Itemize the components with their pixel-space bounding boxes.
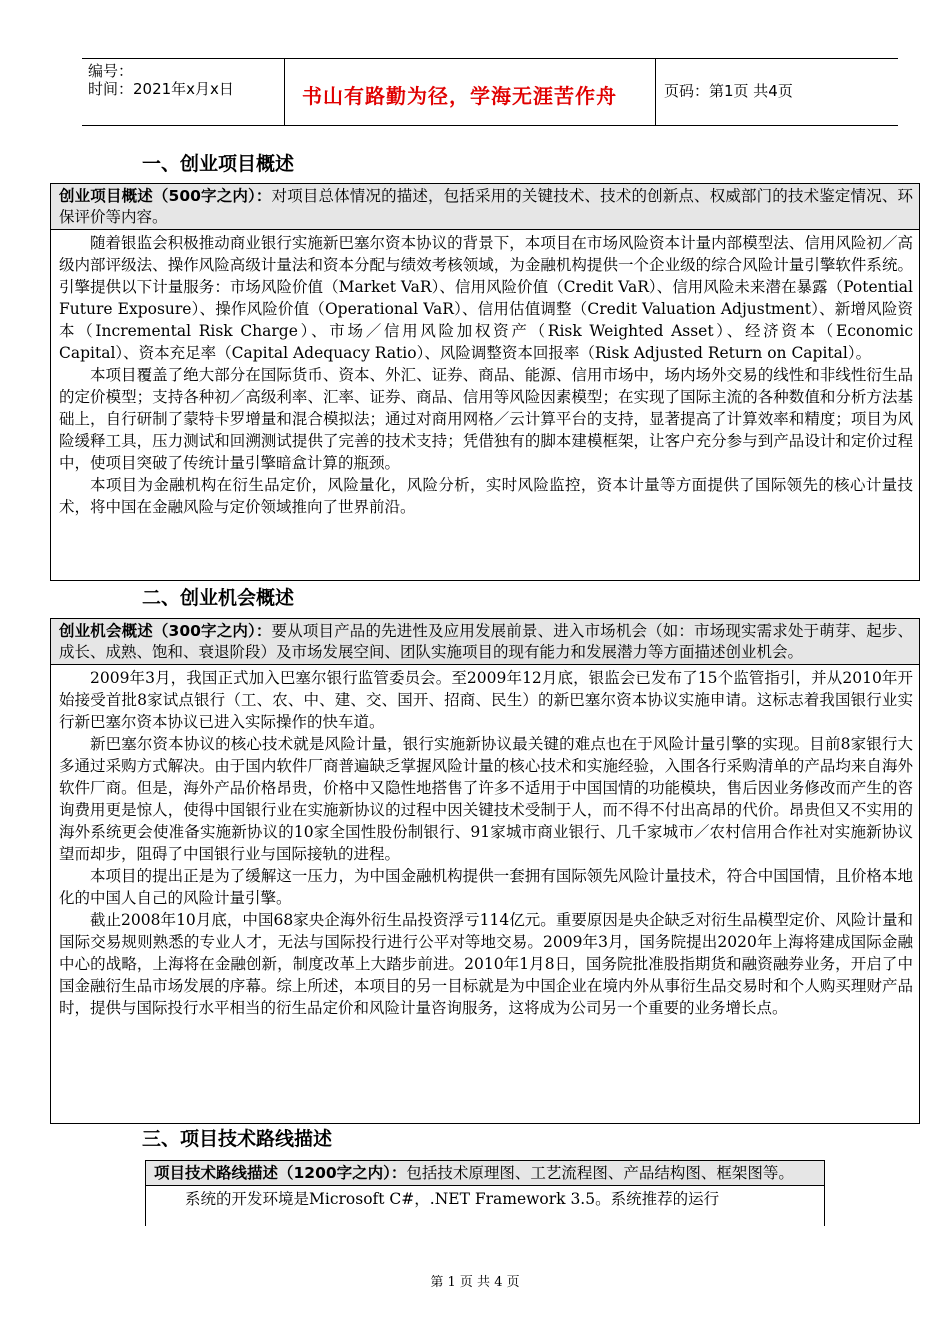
section-2-paragraph: 截止2008年10月底，中国68家央企海外衍生品投资浮亏114亿元。重要原因是央企缺乏对衍生品模型定价、风险计量和国际交易规则熟悉的专业人才，无法与国际投行进行公平对等地交易。2009年3月，国务院提出2020年上海将建成国际金融中心的战略，上海将在金融创新，制度改革上大踏步前进。2010年1月8日，国务院批准股指期货和融资融券业务，开启了中国金融衍生品市场发展的序幕。综上所述，本项目的另一目标就是为中国企业在境内外从事衍生品交易时和个人购买理财产品时，提供与国际投行水平相当的衍生品定价和风险计量咨询服务，这将成为公司另一个重要的业务增长点。 [59,911,913,1017]
section-1-box [50,183,920,581]
document-number-label: 编号： [88,62,134,80]
section-3-box [145,1160,825,1226]
section-1-paragraph: 本项目覆盖了绝大部分在国际货币、资本、外汇、证券、商品、能源、信用市场中，场内场外交易的线性和非线性衍生品的定价模型；支持各种初／高级利率、汇率、证券、商品、信用等风险因素模型；在实现了国际主流的各种数值和分析方法基础上，自行研制了蒙特卡罗增量和混合模拟法；通过对商用网格／云计算平台的支持，显著提高了计算效率和精度；项目为风险缓释工具，压力测试和回溯测试提供了完善的技术支持；凭借独有的脚本建模框架，让客户充分参与到产品设计和定价过程中，使项目突破了传统计量引擎暗盒计算的瓶颈。 [59,366,913,472]
section-2-lead-title: 创业机会概述（300字之内）： [59,622,272,640]
section-3-lead-text: 包括技术原理图、工艺流程图、产品结构图、框架图等。 [406,1164,794,1182]
document-date-label: 时间：2021年x月x日 [88,80,234,98]
section-2-paragraph: 新巴塞尔资本协议的核心技术就是风险计量，银行实施新协议最关键的难点也在于风险计量引擎的实现。目前8家银行大多通过采购方式解决。由于国内软件厂商普遍缺乏掌握风险计量的核心技术和实施经验，入围各行采购清单的产品均来自海外软件厂商。但是，海外产品价格昂贵，价格中又隐性地搭售了许多不适用于中国国情的功能模块，售后因业务修改而产生的咨询费用更是惊人，使得中国银行业在实施新协议的过程中因关键技术受制于人，而不得不付出高昂的代价。昂贵但又不实用的海外系统更会使准备实施新协议的10家全国性股份制银行、91家城市商业银行、几千家城市／农村信用合作社对实施新协议望而却步，阻碍了中国银行业与国际接轨的进程。 [59,735,913,863]
header-motto: 书山有路勤为径，学海无涯苦作舟 [302,84,617,108]
header-top-rule [82,58,898,59]
section-2-lead-text: 要从项目产品的先进性及应用发展前景、进入市场机会（如：市场现实需求处于萌芽、起步、成长、成熟、饱和、衰退阶段）及市场发展空间、团队实施项目的现有能力和发展潜力等方面描述创业机会。 [59,622,913,661]
section-3-body [146,1186,824,1210]
section-3-heading: 三、项目技术路线描述 [142,1128,333,1150]
section-1-body [51,230,919,518]
section-3-lead-title: 项目技术路线描述（1200字之内）： [154,1164,407,1182]
page-indicator: 页码：第1页 共4页 [664,82,793,100]
page-footer: 第 1 页 共 4 页 [430,1275,520,1290]
section-1-lead [51,184,919,230]
header-divider-right [655,58,656,125]
section-1-lead-text: 对项目总体情况的描述，包括采用的关键技术、技术的创新点、权威部门的技术鉴定情况、环保评价等内容。 [59,187,913,226]
section-2-paragraph: 2009年3月，我国正式加入巴塞尔银行监管委员会。至2009年12月底，银监会已发布了15个监管指引，并从2010年开始接受首批8家试点银行（工、农、中、建、交、国开、招商、民生）的新巴塞尔资本协议实施申请。这标志着我国银行业实行新巴塞尔资本协议已进入实际操作的快车道。 [59,669,913,731]
section-1-paragraph: 本项目为金融机构在衍生品定价，风险量化，风险分析，实时风险监控，资本计量等方面提供了国际领先的核心计量技术，将中国在金融风险与定价领域推向了世界前沿。 [59,476,913,516]
section-1-heading: 一、创业项目概述 [142,153,295,175]
section-1-lead-title: 创业项目概述（500字之内）： [59,187,272,205]
section-2-box [50,618,920,1124]
section-3-lead [146,1161,824,1186]
section-2-heading: 二、创业机会概述 [142,587,295,609]
section-2-paragraph: 本项目的提出正是为了缓解这一压力，为中国金融机构提供一套拥有国际领先风险计量技术，符合中国国情，且价格本地化的中国人自己的风险计量引擎。 [59,867,913,907]
section-3-paragraph: 系统的开发环境是Microsoft C#，.NET Framework 3.5。系统推荐的运行 [185,1190,720,1208]
section-2-body [51,665,919,1019]
section-2-lead [51,619,919,665]
section-1-paragraph: 随着银监会积极推动商业银行实施新巴塞尔资本协议的背景下，本项目在市场风险资本计量内部模型法、信用风险初／高级内部评级法、操作风险高级计量法和资本分配与绩效考核领域，为金融机构提供一个企业级的综合风险计量引擎软件系统。引擎提供以下计量服务：市场风险价值（Market VaR）、信用风险价值（Credit VaR）、信用风险未来潜在暴露（Potential Future Exposure）、操作风险价值（Operational VaR）、信用估值调整（Credit Valuation Adjustment）、新增风险资本（Incremental Risk Charge）、市场／信用风险加权资产（Risk Weighted Asset）、经济资本（Economic Capital）、资本充足率（Capital Adequacy Ratio）、风险调整资本回报率（Risk Adjusted Return on Capital）。 [59,234,913,362]
header-bottom-rule [82,125,898,126]
header-divider-left [284,58,285,125]
